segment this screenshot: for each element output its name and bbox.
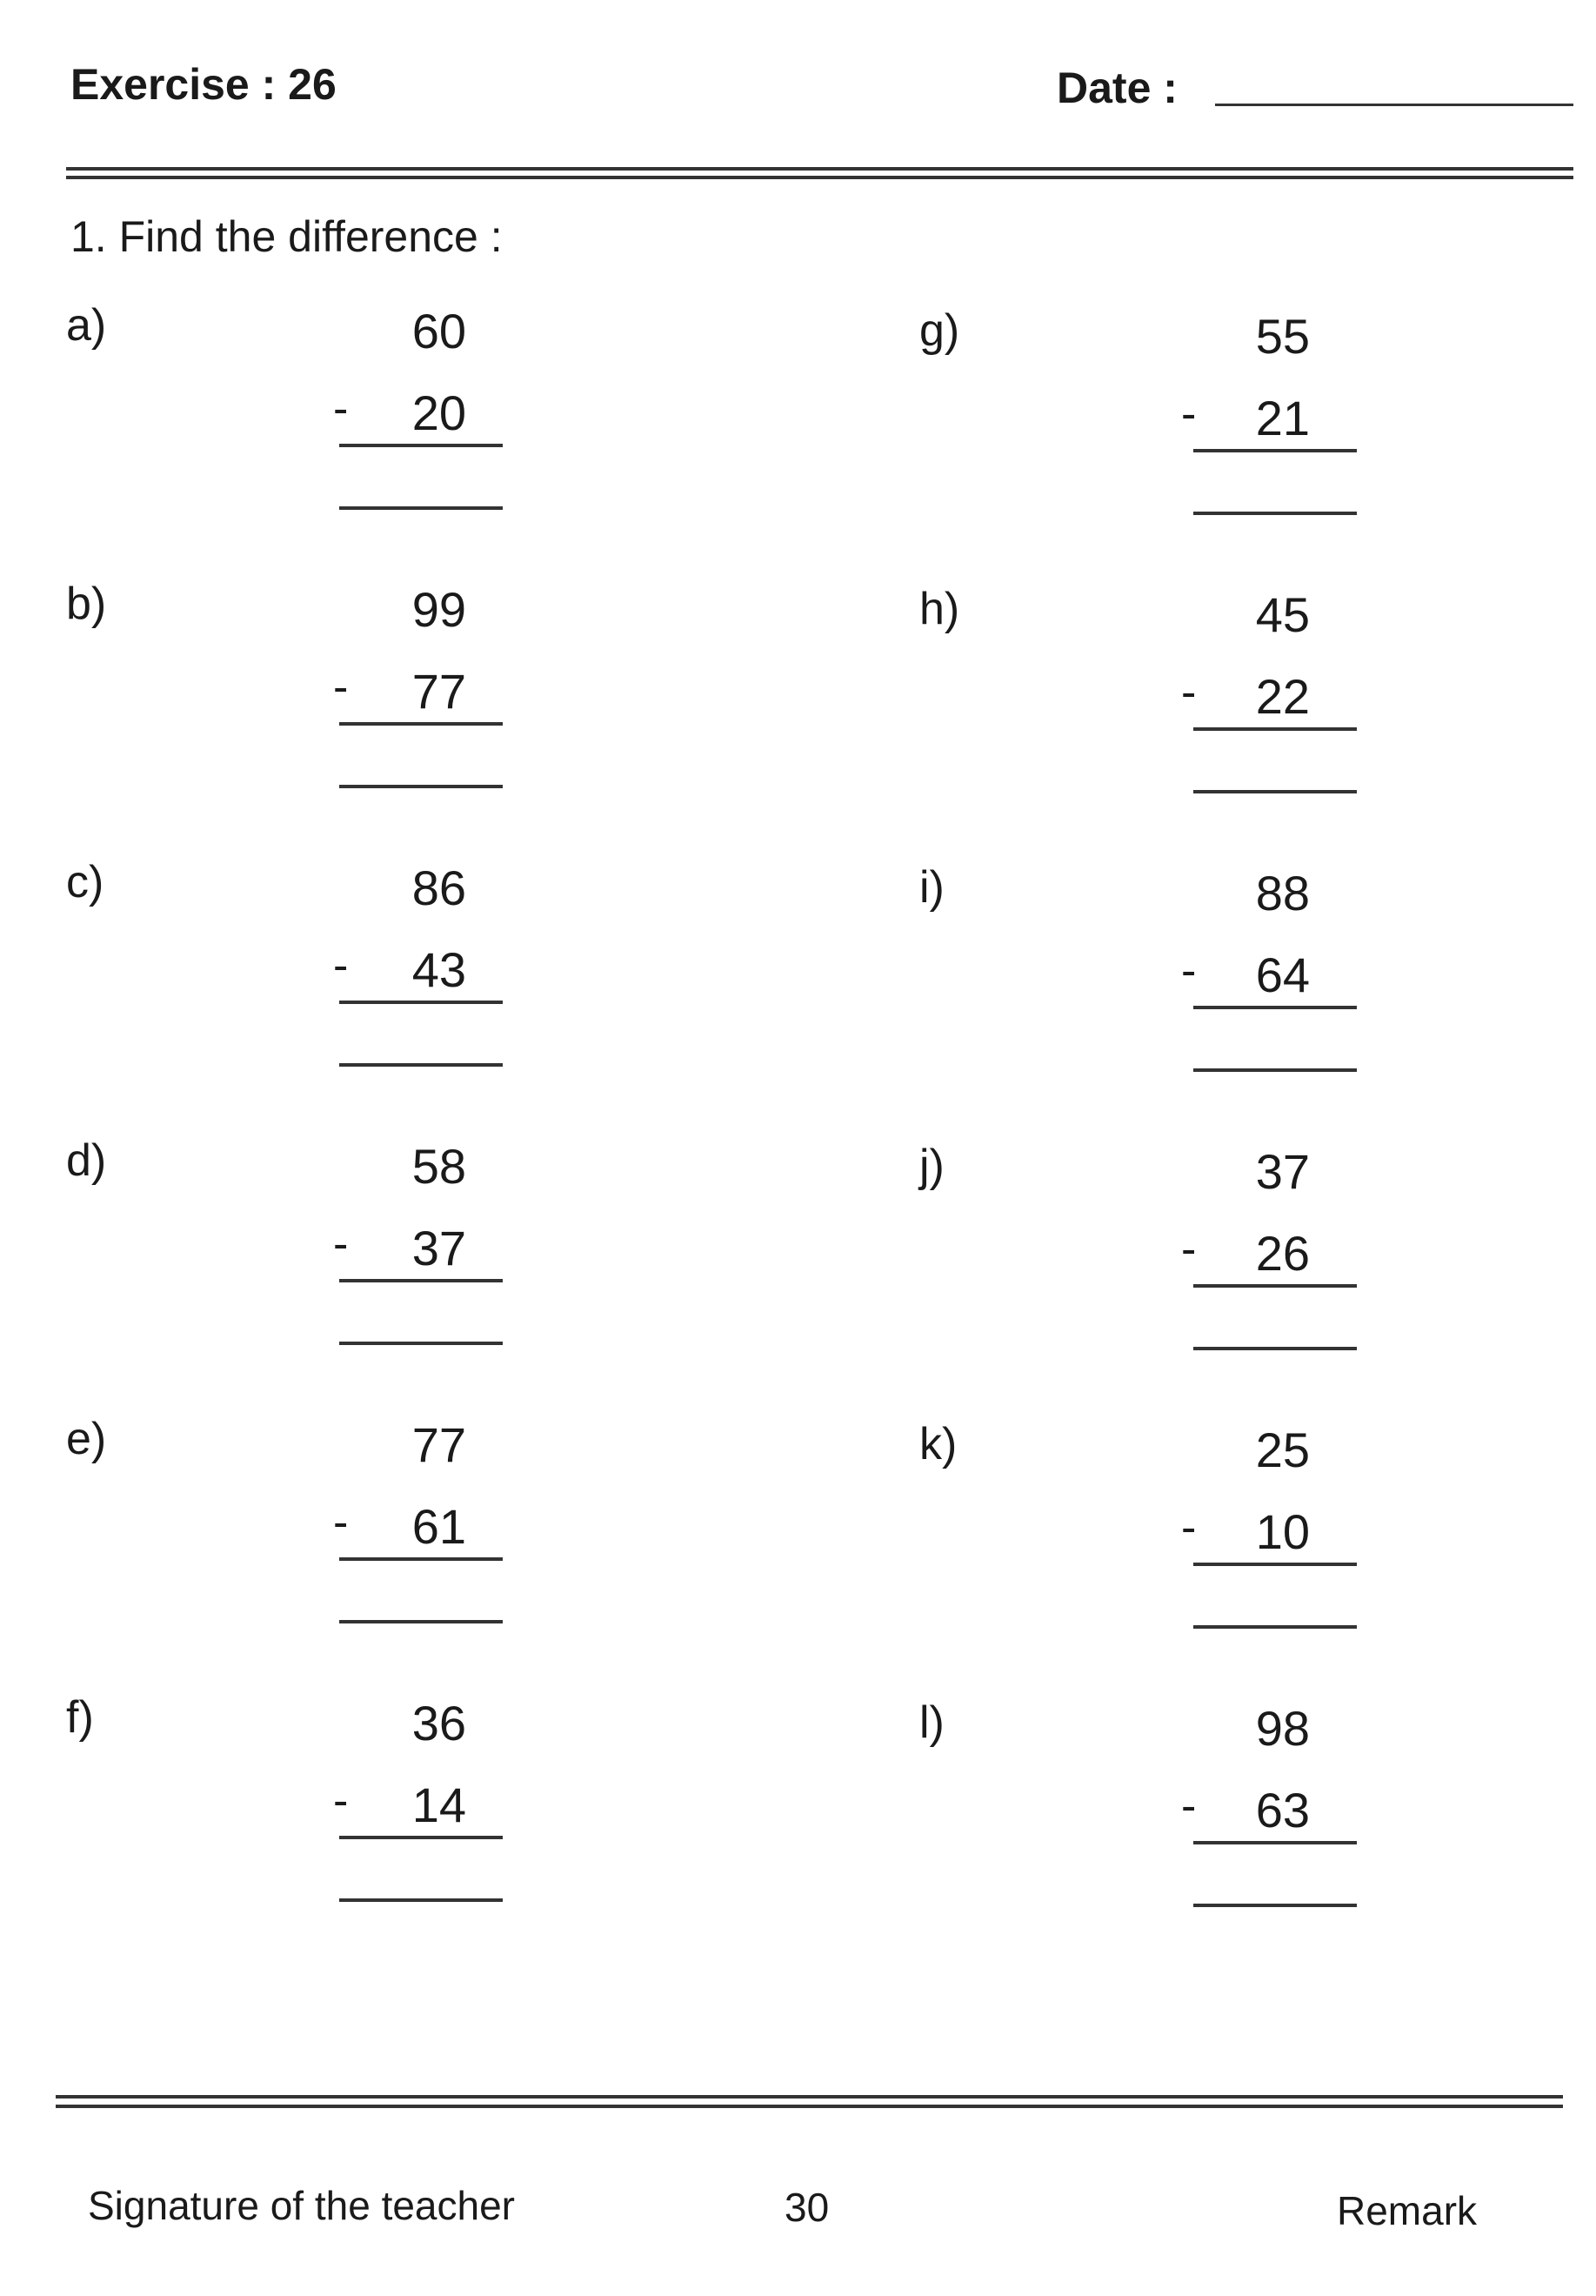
answer-line[interactable] <box>1193 1347 1357 1350</box>
subtrahend: 64 <box>1255 947 1310 1002</box>
answer-line[interactable] <box>1193 1068 1357 1072</box>
subtrahend: 61 <box>411 1499 466 1554</box>
minus-sign: - <box>1181 1503 1197 1553</box>
subtrahend: 63 <box>1255 1783 1310 1837</box>
problem-label: h) <box>919 584 960 634</box>
minus-sign: - <box>1181 1224 1197 1275</box>
answer-line[interactable] <box>339 785 503 788</box>
minus-sign: - <box>1181 389 1197 439</box>
subtraction-rule <box>339 1279 503 1282</box>
subtraction-rule <box>1193 449 1357 452</box>
minuend: 86 <box>411 860 466 915</box>
subtraction-rule <box>1193 1006 1357 1009</box>
minus-sign: - <box>333 940 349 991</box>
problem-label: g) <box>919 305 960 356</box>
page-number: 30 <box>785 2185 830 2230</box>
subtraction-rule <box>339 722 503 726</box>
problem-label: a) <box>66 300 107 351</box>
minus-sign: - <box>1181 667 1197 718</box>
subtrahend: 77 <box>411 664 466 719</box>
subtraction-rule <box>339 444 503 447</box>
bottom-rule-2 <box>56 2105 1563 2108</box>
subtraction-rule <box>1193 1284 1357 1288</box>
minuend: 77 <box>411 1417 466 1472</box>
subtrahend: 20 <box>411 385 466 440</box>
minus-sign: - <box>333 1776 349 1826</box>
subtraction-rule <box>1193 1841 1357 1844</box>
subtraction-rule <box>1193 727 1357 731</box>
minus-sign: - <box>1181 1781 1197 1831</box>
top-rule <box>66 167 1573 171</box>
minuend: 99 <box>411 582 466 637</box>
answer-line[interactable] <box>339 1342 503 1345</box>
minuend: 55 <box>1255 309 1310 364</box>
problem-label: b) <box>66 579 107 629</box>
subtraction-rule <box>339 1001 503 1004</box>
minus-sign: - <box>333 1219 349 1269</box>
answer-line[interactable] <box>1193 1625 1357 1629</box>
problem-label: d) <box>66 1135 107 1186</box>
subtraction-rule <box>339 1557 503 1561</box>
minus-sign: - <box>333 662 349 713</box>
subtrahend: 21 <box>1255 391 1310 445</box>
minuend: 58 <box>411 1139 466 1194</box>
problem-label: l) <box>919 1697 945 1748</box>
subtrahend: 37 <box>411 1221 466 1275</box>
exercise-title: Exercise : 26 <box>70 60 337 109</box>
answer-line[interactable] <box>339 1620 503 1623</box>
top-rule-2 <box>66 176 1573 179</box>
answer-line[interactable] <box>339 1898 503 1902</box>
answer-line[interactable] <box>1193 790 1357 793</box>
problem-label: c) <box>66 857 104 907</box>
minuend: 37 <box>1255 1144 1310 1199</box>
date-label: Date : <box>1057 64 1178 112</box>
answer-line[interactable] <box>1193 512 1357 515</box>
answer-line[interactable] <box>339 506 503 510</box>
problem-label: f) <box>66 1692 94 1743</box>
problem-label: e) <box>66 1414 107 1464</box>
minuend: 45 <box>1255 587 1310 642</box>
answer-line[interactable] <box>339 1063 503 1067</box>
subtrahend: 10 <box>1255 1504 1310 1559</box>
subtrahend: 22 <box>1255 669 1310 724</box>
subtrahend: 26 <box>1255 1226 1310 1281</box>
subtrahend: 43 <box>411 942 466 997</box>
subtrahend: 14 <box>411 1777 466 1832</box>
teacher-signature-label: Signature of the teacher <box>88 2183 515 2228</box>
remark-label: Remark <box>1337 2188 1478 2233</box>
problem-label: j) <box>919 1141 945 1191</box>
problem-label: i) <box>919 862 945 913</box>
subtraction-rule <box>1193 1563 1357 1566</box>
minus-sign: - <box>333 1497 349 1548</box>
minuend: 60 <box>411 304 466 358</box>
instruction: 1. Find the difference : <box>70 212 503 261</box>
minuend: 36 <box>411 1696 466 1750</box>
bottom-rule <box>56 2095 1563 2099</box>
minuend: 98 <box>1255 1701 1310 1756</box>
minuend: 25 <box>1255 1422 1310 1477</box>
minus-sign: - <box>1181 946 1197 996</box>
answer-line[interactable] <box>1193 1904 1357 1907</box>
problem-label: k) <box>919 1419 958 1469</box>
date-field-line[interactable] <box>1215 104 1573 106</box>
minuend: 88 <box>1255 866 1310 920</box>
subtraction-rule <box>339 1836 503 1839</box>
minus-sign: - <box>333 384 349 434</box>
